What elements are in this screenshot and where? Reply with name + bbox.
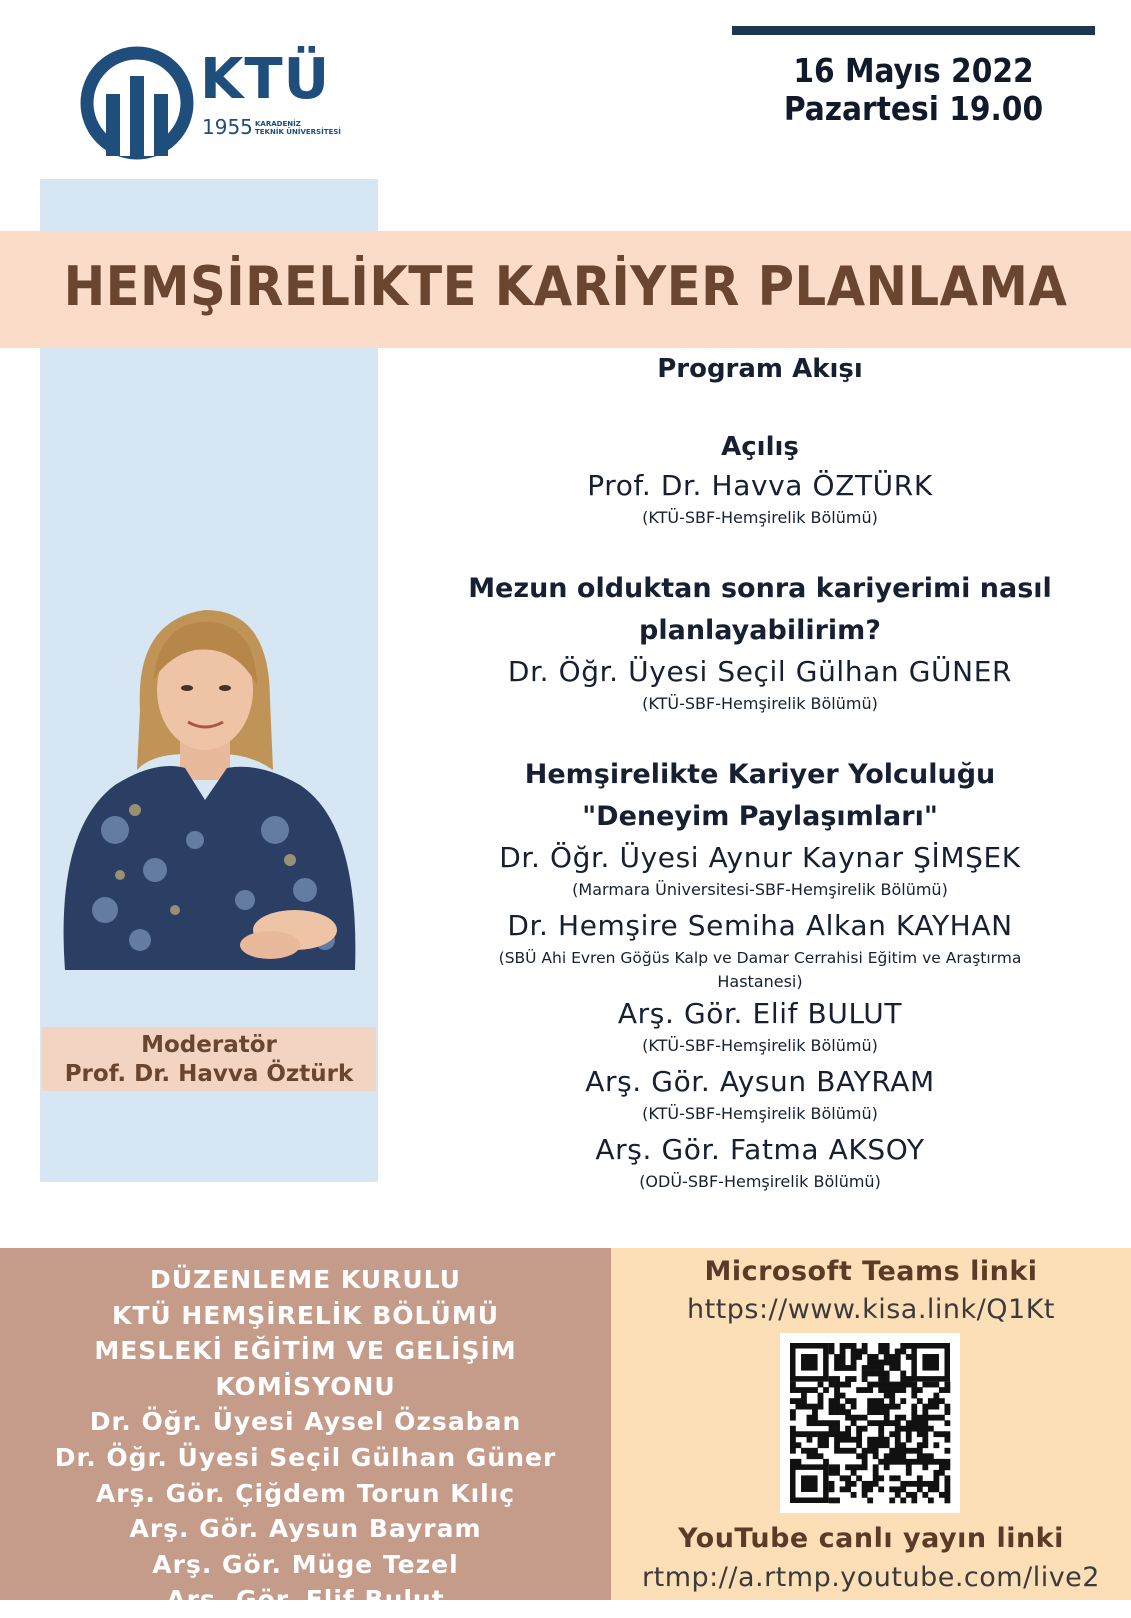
talk2-speaker-5: Arş. Gör. Fatma AKSOY bbox=[595, 1133, 925, 1166]
committee-line: Arş. Gör. Elif Bulut bbox=[166, 1585, 445, 1615]
talk2-title-line2: "Deneyim Paylaşımları" bbox=[582, 801, 938, 832]
logo-subtitle-line2: TEKNİK ÜNİVERSİTESİ bbox=[255, 128, 341, 136]
talk2-speaker-1: Dr. Öğr. Üyesi Aynur Kaynar ŞİMŞEK bbox=[499, 841, 1021, 874]
program-heading: Program Akışı bbox=[657, 354, 863, 384]
talk2-affiliation-1: (Marmara Üniversitesi-SBF-Hemşirelik Bölümü) bbox=[572, 880, 948, 899]
top-accent-bar bbox=[732, 26, 1095, 35]
opening-title: Açılış bbox=[721, 432, 799, 462]
committee-line: Dr. Öğr. Üyesi Aysel Özsaban bbox=[89, 1407, 522, 1437]
qr-code-icon[interactable] bbox=[780, 1333, 960, 1513]
talk1-affiliation: (KTÜ-SBF-Hemşirelik Bölümü) bbox=[642, 694, 878, 713]
teams-link-label: Microsoft Teams linki bbox=[704, 1256, 1038, 1287]
opening-affiliation: (KTÜ-SBF-Hemşirelik Bölümü) bbox=[642, 508, 878, 527]
committee-list bbox=[0, 1262, 611, 1618]
moderator-name: Prof. Dr. Havva Öztürk bbox=[64, 1061, 354, 1087]
moderator-label bbox=[42, 1031, 376, 1089]
committee-line: MESLEKİ EĞİTİM VE GELİŞİM KOMİSYONU bbox=[94, 1336, 517, 1401]
talk1-title-line2: planlayabilirim? bbox=[639, 615, 881, 646]
talk1-title-line1: Mezun olduktan sonra kariyerimi nasıl bbox=[468, 573, 1052, 604]
talk2-title-line1: Hemşirelikte Kariyer Yolculuğu bbox=[524, 759, 996, 790]
event-date: 16 Mayıs 2022 bbox=[793, 51, 1034, 90]
committee-line: Arş. Gör. Çiğdem Torun Kılıç bbox=[95, 1478, 516, 1508]
event-time: Pazartesi 19.00 bbox=[783, 89, 1044, 128]
event-title: HEMŞİRELİKTE KARİYER PLANLAMA bbox=[63, 255, 1068, 318]
moderator-photo bbox=[45, 600, 370, 995]
talk2-speaker-4: Arş. Gör. Aysun BAYRAM bbox=[585, 1065, 935, 1098]
opening-speaker: Prof. Dr. Havva ÖZTÜRK bbox=[587, 469, 933, 502]
talk2-affiliation-5: (ODÜ-SBF-Hemşirelik Bölümü) bbox=[639, 1172, 881, 1191]
committee-line: KTÜ HEMŞİRELİK BÖLÜMÜ bbox=[111, 1300, 500, 1330]
talk2-affiliation-2b: Hastanesi) bbox=[717, 972, 803, 991]
logo-subtitle bbox=[255, 120, 345, 136]
committee-line: Arş. Gör. Aysun Bayram bbox=[129, 1514, 482, 1544]
talk1-speaker: Dr. Öğr. Üyesi Seçil Gülhan GÜNER bbox=[507, 655, 1013, 688]
moderator-role: Moderatör bbox=[141, 1032, 277, 1058]
committee-line: Dr. Öğr. Üyesi Seçil Gülhan Güner bbox=[54, 1442, 557, 1472]
program-section bbox=[460, 350, 1060, 1194]
logo-subtitle-line1: KARADENİZ bbox=[255, 120, 301, 128]
talk2-affiliation-3: (KTÜ-SBF-Hemşirelik Bölümü) bbox=[642, 1036, 878, 1055]
logo-year: 1955 bbox=[202, 115, 253, 139]
youtube-link-label: YouTube canlı yayın linki bbox=[678, 1523, 1064, 1554]
committee-line: DÜZENLEME KURULU bbox=[150, 1265, 461, 1294]
ktu-emblem-icon bbox=[80, 46, 195, 161]
ktu-logo bbox=[80, 42, 340, 167]
talk2-speaker-2: Dr. Hemşire Semiha Alkan KAYHAN bbox=[507, 909, 1013, 942]
event-datetime bbox=[732, 52, 1095, 128]
logo-name: KTÜ bbox=[200, 47, 331, 112]
committee-line: Arş. Gör. Müge Tezel bbox=[152, 1549, 459, 1579]
talk2-affiliation-2: (SBÜ Ahi Evren Göğüs Kalp ve Damar Cerrahisi Eğitim ve Araştırma bbox=[498, 949, 1022, 967]
youtube-link[interactable]: rtmp://a.rtmp.youtube.com/live2 bbox=[642, 1562, 1100, 1593]
talk2-speaker-3: Arş. Gör. Elif BULUT bbox=[617, 997, 903, 1030]
teams-link[interactable]: https://www.kisa.link/Q1Kt bbox=[686, 1294, 1056, 1325]
talk2-affiliation-4: (KTÜ-SBF-Hemşirelik Bölümü) bbox=[642, 1104, 878, 1123]
